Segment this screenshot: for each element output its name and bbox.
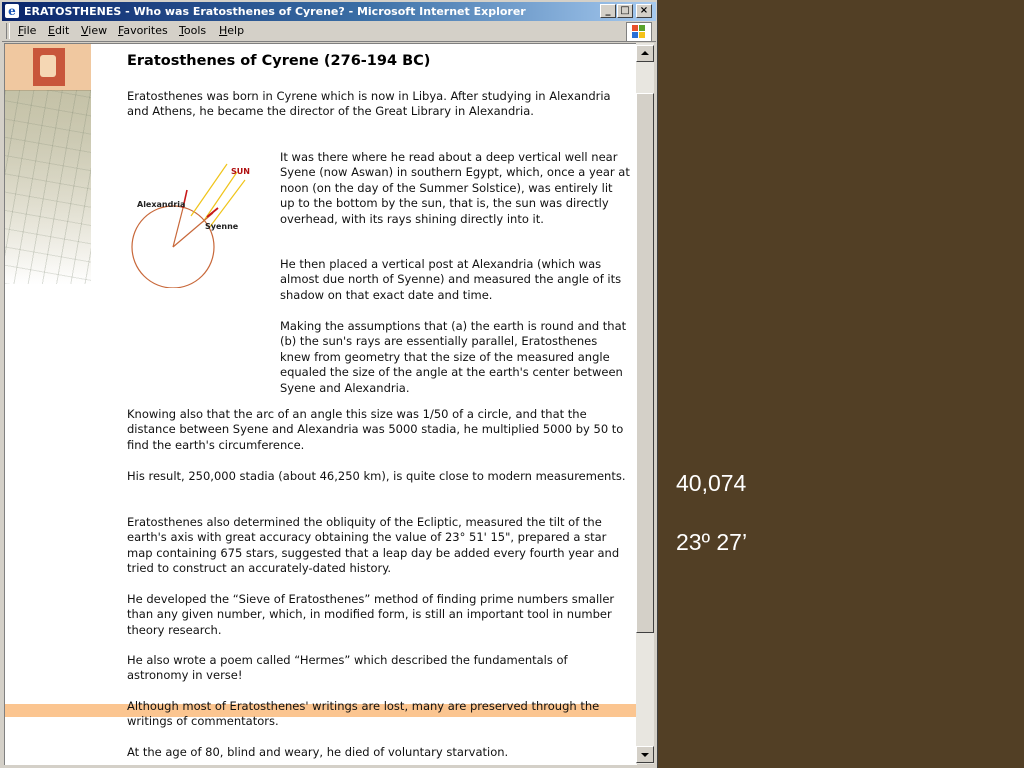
paragraph-death: At the age of 80, blind and weary, he died of voluntary starvation.	[127, 745, 509, 759]
menu-favorites[interactable]: Favorites	[118, 24, 168, 37]
page-viewport[interactable]	[4, 43, 637, 765]
paragraph-obliquity: Eratosthenes also determined the obliquity of the Ecliptic, measured the tilt of the earth's axis with great accuracy obtaining the value of 23° 51' 15", prepared a star map containing 675 stars, suggested that a leap day be added every fourth year and tried to construct an accurately-dated history.	[127, 515, 620, 576]
paragraph-post: He then placed a vertical post at Alexandria (which was almost due north of Syenne) and measured the angle of its shadow on that exact date and time.	[280, 257, 622, 302]
title-bar[interactable]	[2, 2, 656, 21]
menu-grip	[6, 23, 10, 39]
paragraph-result: His result, 250,000 stadia (about 46,250 km), is quite close to modern measurements.	[127, 469, 626, 483]
circumference-note: 40,074	[676, 470, 747, 496]
tilt-note: 23º 27’	[676, 529, 748, 555]
map-image	[5, 90, 91, 284]
menu-view[interactable]: View	[81, 24, 108, 37]
window-title: ERATOSTHENES - Who was Eratosthenes of Cyrene? - Microsoft Internet Explorer	[24, 5, 526, 18]
scroll-up-button[interactable]	[636, 45, 654, 62]
paragraph-sieve: He developed the “Sieve of Eratosthenes” method of finding prime numbers smaller than any given number, which, in modified form, is still an important tool in number theory research.	[127, 592, 615, 637]
portrait-icon	[33, 48, 65, 86]
paragraph-assumptions: Making the assumptions that (a) the earth is round and that (b) the sun's rays are essentially parallel, Eratosthenes knew from geometry that the size of the measured angle equaled the size of the angle at the earth's center between Syene and Alexandria.	[280, 319, 627, 395]
paragraph-writings: Although most of Eratosthenes' writings are lost, many are preserved through the writings of commentators.	[127, 699, 600, 729]
scroll-thumb[interactable]	[636, 93, 654, 633]
arrow-up-icon	[641, 51, 649, 55]
minimize-button[interactable]: _	[600, 4, 616, 18]
ie-icon: e	[5, 4, 19, 18]
close-button[interactable]: ×	[636, 4, 652, 18]
vertical-scrollbar[interactable]	[636, 43, 654, 764]
menu-edit[interactable]: Edit	[48, 24, 70, 37]
decorative-sidebar	[5, 44, 91, 284]
syene-label: Syenne	[205, 222, 239, 231]
sun-rays-diagram	[127, 158, 257, 288]
page-title: Eratosthenes of Cyrene (276-194 BC)	[127, 53, 431, 69]
syene-well	[207, 208, 218, 217]
alexandria-label: Alexandria	[137, 200, 186, 209]
logo-tile	[5, 44, 91, 91]
menu-tools[interactable]: Tools	[179, 24, 207, 37]
windows-logo-icon	[626, 22, 652, 42]
maximize-button[interactable]: □	[617, 4, 633, 18]
sun-ray	[191, 164, 227, 216]
menu-help[interactable]: Help	[219, 24, 245, 37]
scroll-down-button[interactable]	[636, 746, 654, 763]
arrow-down-icon	[641, 753, 649, 757]
menu-bar	[2, 21, 656, 42]
alexandria-radius	[173, 208, 183, 247]
paragraph-arc: Knowing also that the arc of an angle this size was 1/50 of a circle, and that the distance between Syene and Alexandria was 5000 stadia, he multiplied 5000 by 50 to find the earth's circumference.	[127, 407, 624, 452]
sun-label: SUN	[231, 167, 250, 176]
paragraph-well: It was there where he read about a deep vertical well near Syene (now Aswan) in southern Egypt, which, once a year at noon (on the day of the Summer Solstice), was entirely lit up to the bottom by the sun, that is, the sun was directly overhead, with its rays shining directly into it.	[280, 150, 630, 226]
paragraph-birth: Eratosthenes was born in Cyrene which is now in Libya. After studying in Alexandria and Athens, he became the director of the Great Library in Alexandria.	[127, 89, 611, 119]
paragraph-poem: He also wrote a poem called “Hermes” which described the fundamentals of astronomy in verse!	[127, 653, 568, 683]
menu-file[interactable]: File	[18, 24, 37, 37]
